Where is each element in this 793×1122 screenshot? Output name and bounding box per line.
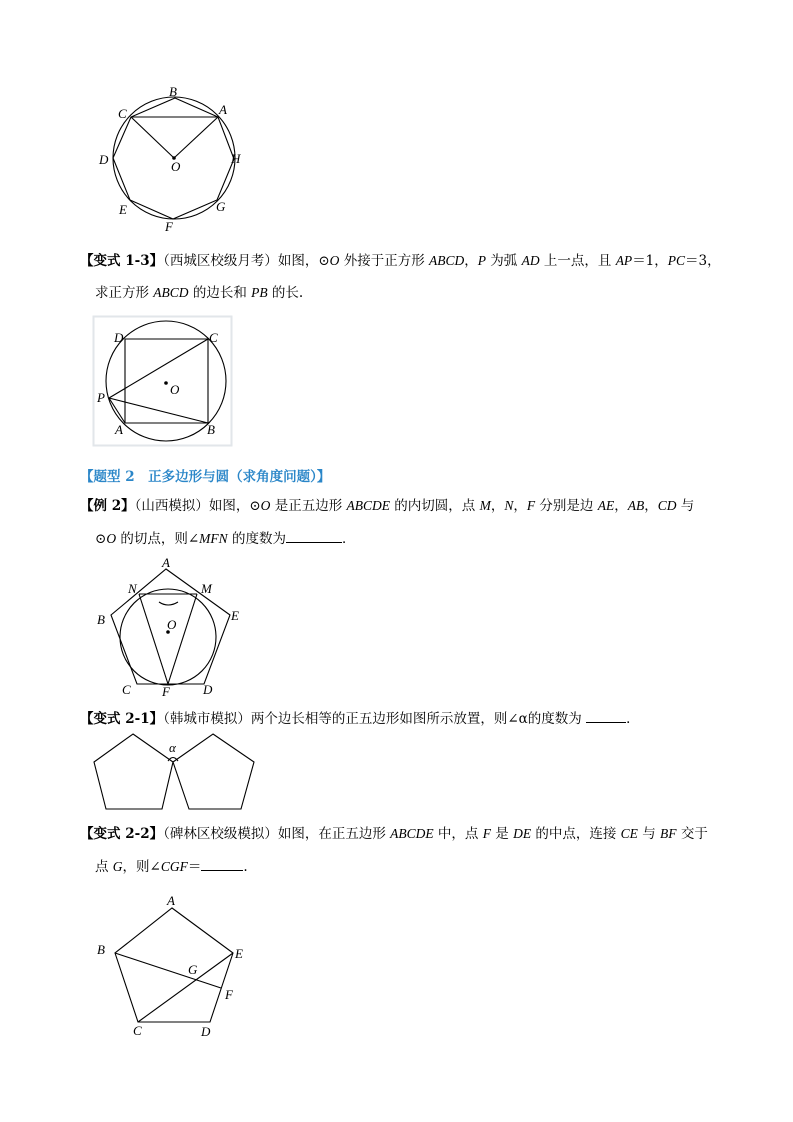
label-g: G [216,199,226,214]
answer-blank[interactable] [586,709,626,723]
segment-pb [109,398,208,423]
label-h: H [231,151,241,166]
radius-oa [174,117,218,158]
label-m: M [201,581,212,596]
center-dot [164,381,168,385]
label-d: D [201,1024,211,1039]
label-d: D [114,330,124,345]
label-d: D [99,152,109,167]
angle-arc-mfn [159,602,178,605]
label-a: A [162,555,170,570]
pentagon-left [94,734,173,809]
figure-pentagon-incircle [92,555,252,700]
segment-nf [139,594,168,684]
answer-blank[interactable] [286,529,342,543]
example-2-line1: 【例 2】（山西模拟）如图，⊙O 是正五边形 ABCDE 的内切圆，点 M，N，F 分别是边 AE，AB，CD 与 [80,498,695,514]
figure-pentagon-diagonals [92,890,252,1040]
label-b: B [207,422,215,437]
label-e: E [235,946,243,961]
label-b: B [97,942,105,957]
label-f: F [225,987,233,1002]
label-o: O [167,617,177,632]
label-o: O [170,382,180,397]
pentagon-right [173,734,254,809]
label-a: A [115,422,123,437]
segment-bf [115,953,221,988]
figure-two-pentagons [92,730,258,814]
label-c: C [133,1023,142,1038]
label-b: B [97,612,105,627]
variant-2-2-line2: 点 G，则∠CGF＝ . [95,859,248,875]
figure-octagon [90,80,260,240]
label-e: E [231,608,239,623]
figure-square-circle [92,315,234,448]
label-a: A [219,102,227,117]
radius-oc [131,117,174,158]
label-a: A [167,893,175,908]
label-f: F [162,684,170,699]
variant-2-1-line1: 【变式 2-1】（韩城市模拟）两个边长相等的正五边形如图所示放置，则∠α的度数为 ． [80,711,640,727]
variant-1-3-line2: 求正方形 ABCD 的边长和 PB 的长. [95,285,304,301]
label-o: O [171,159,181,174]
incircle [120,589,216,685]
label-d: D [203,682,213,697]
example-2-line2: ⊙O 的切点，则∠MFN 的度数为 ． [95,531,356,547]
pentagon-abcde [115,908,233,1022]
label-n: N [128,581,137,596]
variant-1-3-line1: 【变式 1-3】（西城区校级月考）如图，⊙O 外接于正方形 ABCD，P 为弧 AD 上一点，且 AP＝1，PC＝3， [80,253,721,269]
section-heading: 【题型 2 正多边形与圆（求角度问题）】 [80,469,331,485]
answer-blank[interactable] [201,857,243,871]
label-e: E [119,202,127,217]
label-f: F [165,219,173,234]
variant-2-2-line1: 【变式 2-2】（碑林区校级模拟）如图，在正五边形 ABCDE 中，点 F 是 DE 的中点，连接 CE 与 BF 交于 [80,826,708,842]
label-c: C [209,330,218,345]
segment-mf [168,594,197,684]
label-alpha: α [169,740,176,755]
segment-pc [109,339,208,398]
label-g: G [188,962,198,977]
label-c: C [118,106,127,121]
label-b: B [169,84,177,99]
label-p: P [97,390,105,405]
label-c: C [122,682,131,697]
angle-arc-alpha [168,758,178,762]
